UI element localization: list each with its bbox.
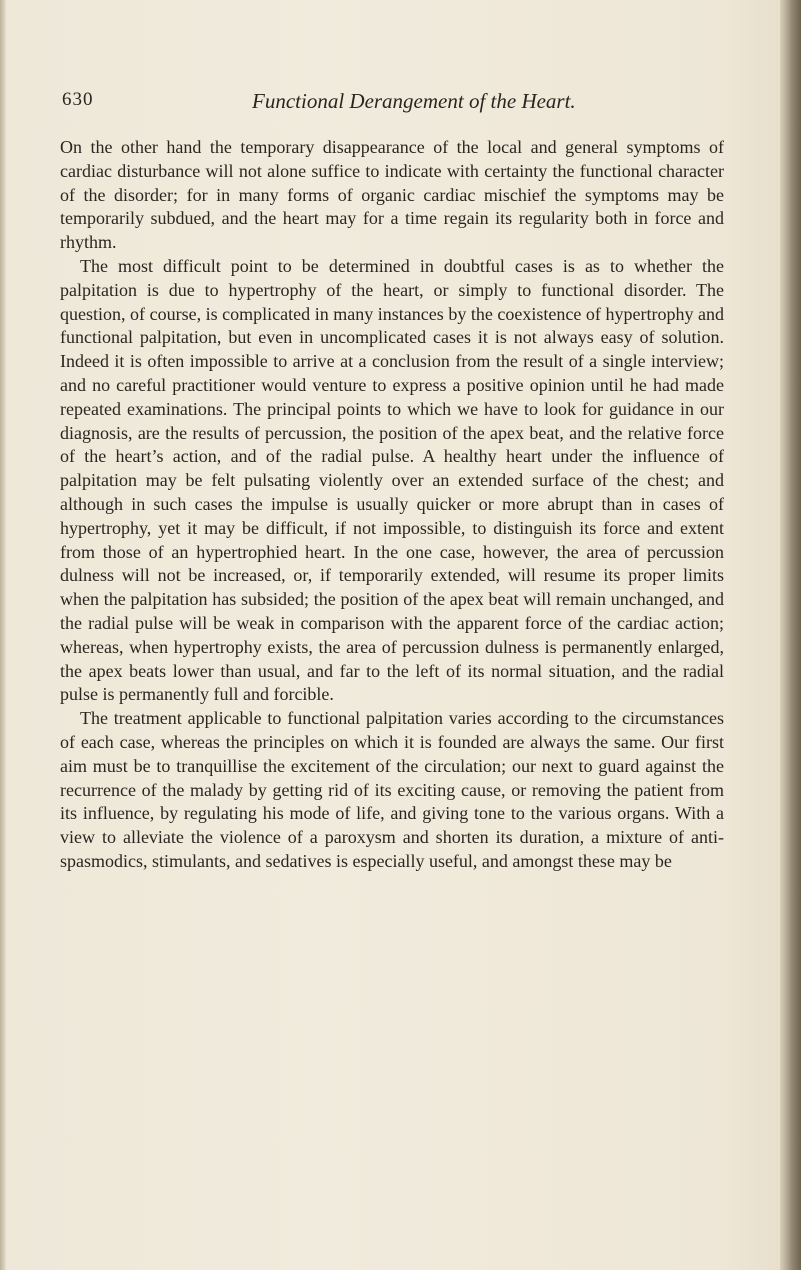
page-header	[62, 83, 722, 119]
book-spine-edge	[780, 0, 801, 1270]
paragraph: On the other hand the temporary disappearance of the local and general symptoms of cardiac disturbance will not alone suffice to indicate with certainty the functional character of the disorder; for in many forms of organic cardiac mischief the symptoms may be temporarily subdued, and the heart may for a time regain its regularity both in force and rhythm.	[60, 137, 724, 253]
running-title: Functional Derangement of the Heart.	[252, 89, 576, 113]
paragraph: The most difficult point to be determined in doubtful cases is as to whether the palpitation is due to hypertrophy of the heart, or simply to functional disorder. The question, of course, is complicated in many instances by the coexistence of hypertrophy and functional palpitation, but even in uncomplicated cases it is not always easy of solution. Indeed it is often impossible to arrive at a conclusion from the result of a single interview; and no careful practitioner would venture to express a positive opinion until he had made repeated examinations. The principal points to which we have to look for guidance in our diagnosis, are the results of percussion, the position of the apex beat, and the relative force of the heart’s action, and of the radial pulse. A healthy heart under the influence of palpitation may be felt pulsating violently over an extended surface of the chest; and although in such cases the impulse is usually quicker or more abrupt than in cases of hypertrophy, yet it may be difficult, if not impossible, to distinguish its force and extent from those of an hypertrophied heart. In the one case, however, the area of percussion dulness will not be increased, or, if temporarily extended, will resume its proper limits when the palpitation has subsided; the position of the apex beat will remain unchanged, and the radial pulse will be weak in comparison with the apparent force of the cardiac action; whereas, when hypertrophy exists, the area of percussion dulness is permanently enlarged, the apex beats lower than usual, and far to the left of its normal situation, and the radial pulse is permanently full and forcible.	[60, 255, 724, 705]
paragraph: The treatment applicable to functional palpitation varies according to the circumstances of each case, whereas the principles on which it is founded are always the same. Our first aim must be to tranquillise the excitement of the circulation; our next to guard against the recurrence of the malady by getting rid of its exciting cause, or removing the patient from its influence, by regulating his mode of life, and giving tone to the various organs. With a view to alleviate the violence of a paroxysm and shorten its duration, a mixture of anti-spasmodics, stimulants, and sedatives is especially useful, and amongst these may be	[60, 708, 724, 871]
body-text	[60, 136, 724, 874]
page-number: 630	[62, 89, 94, 110]
page-left-edge	[0, 0, 6, 1270]
